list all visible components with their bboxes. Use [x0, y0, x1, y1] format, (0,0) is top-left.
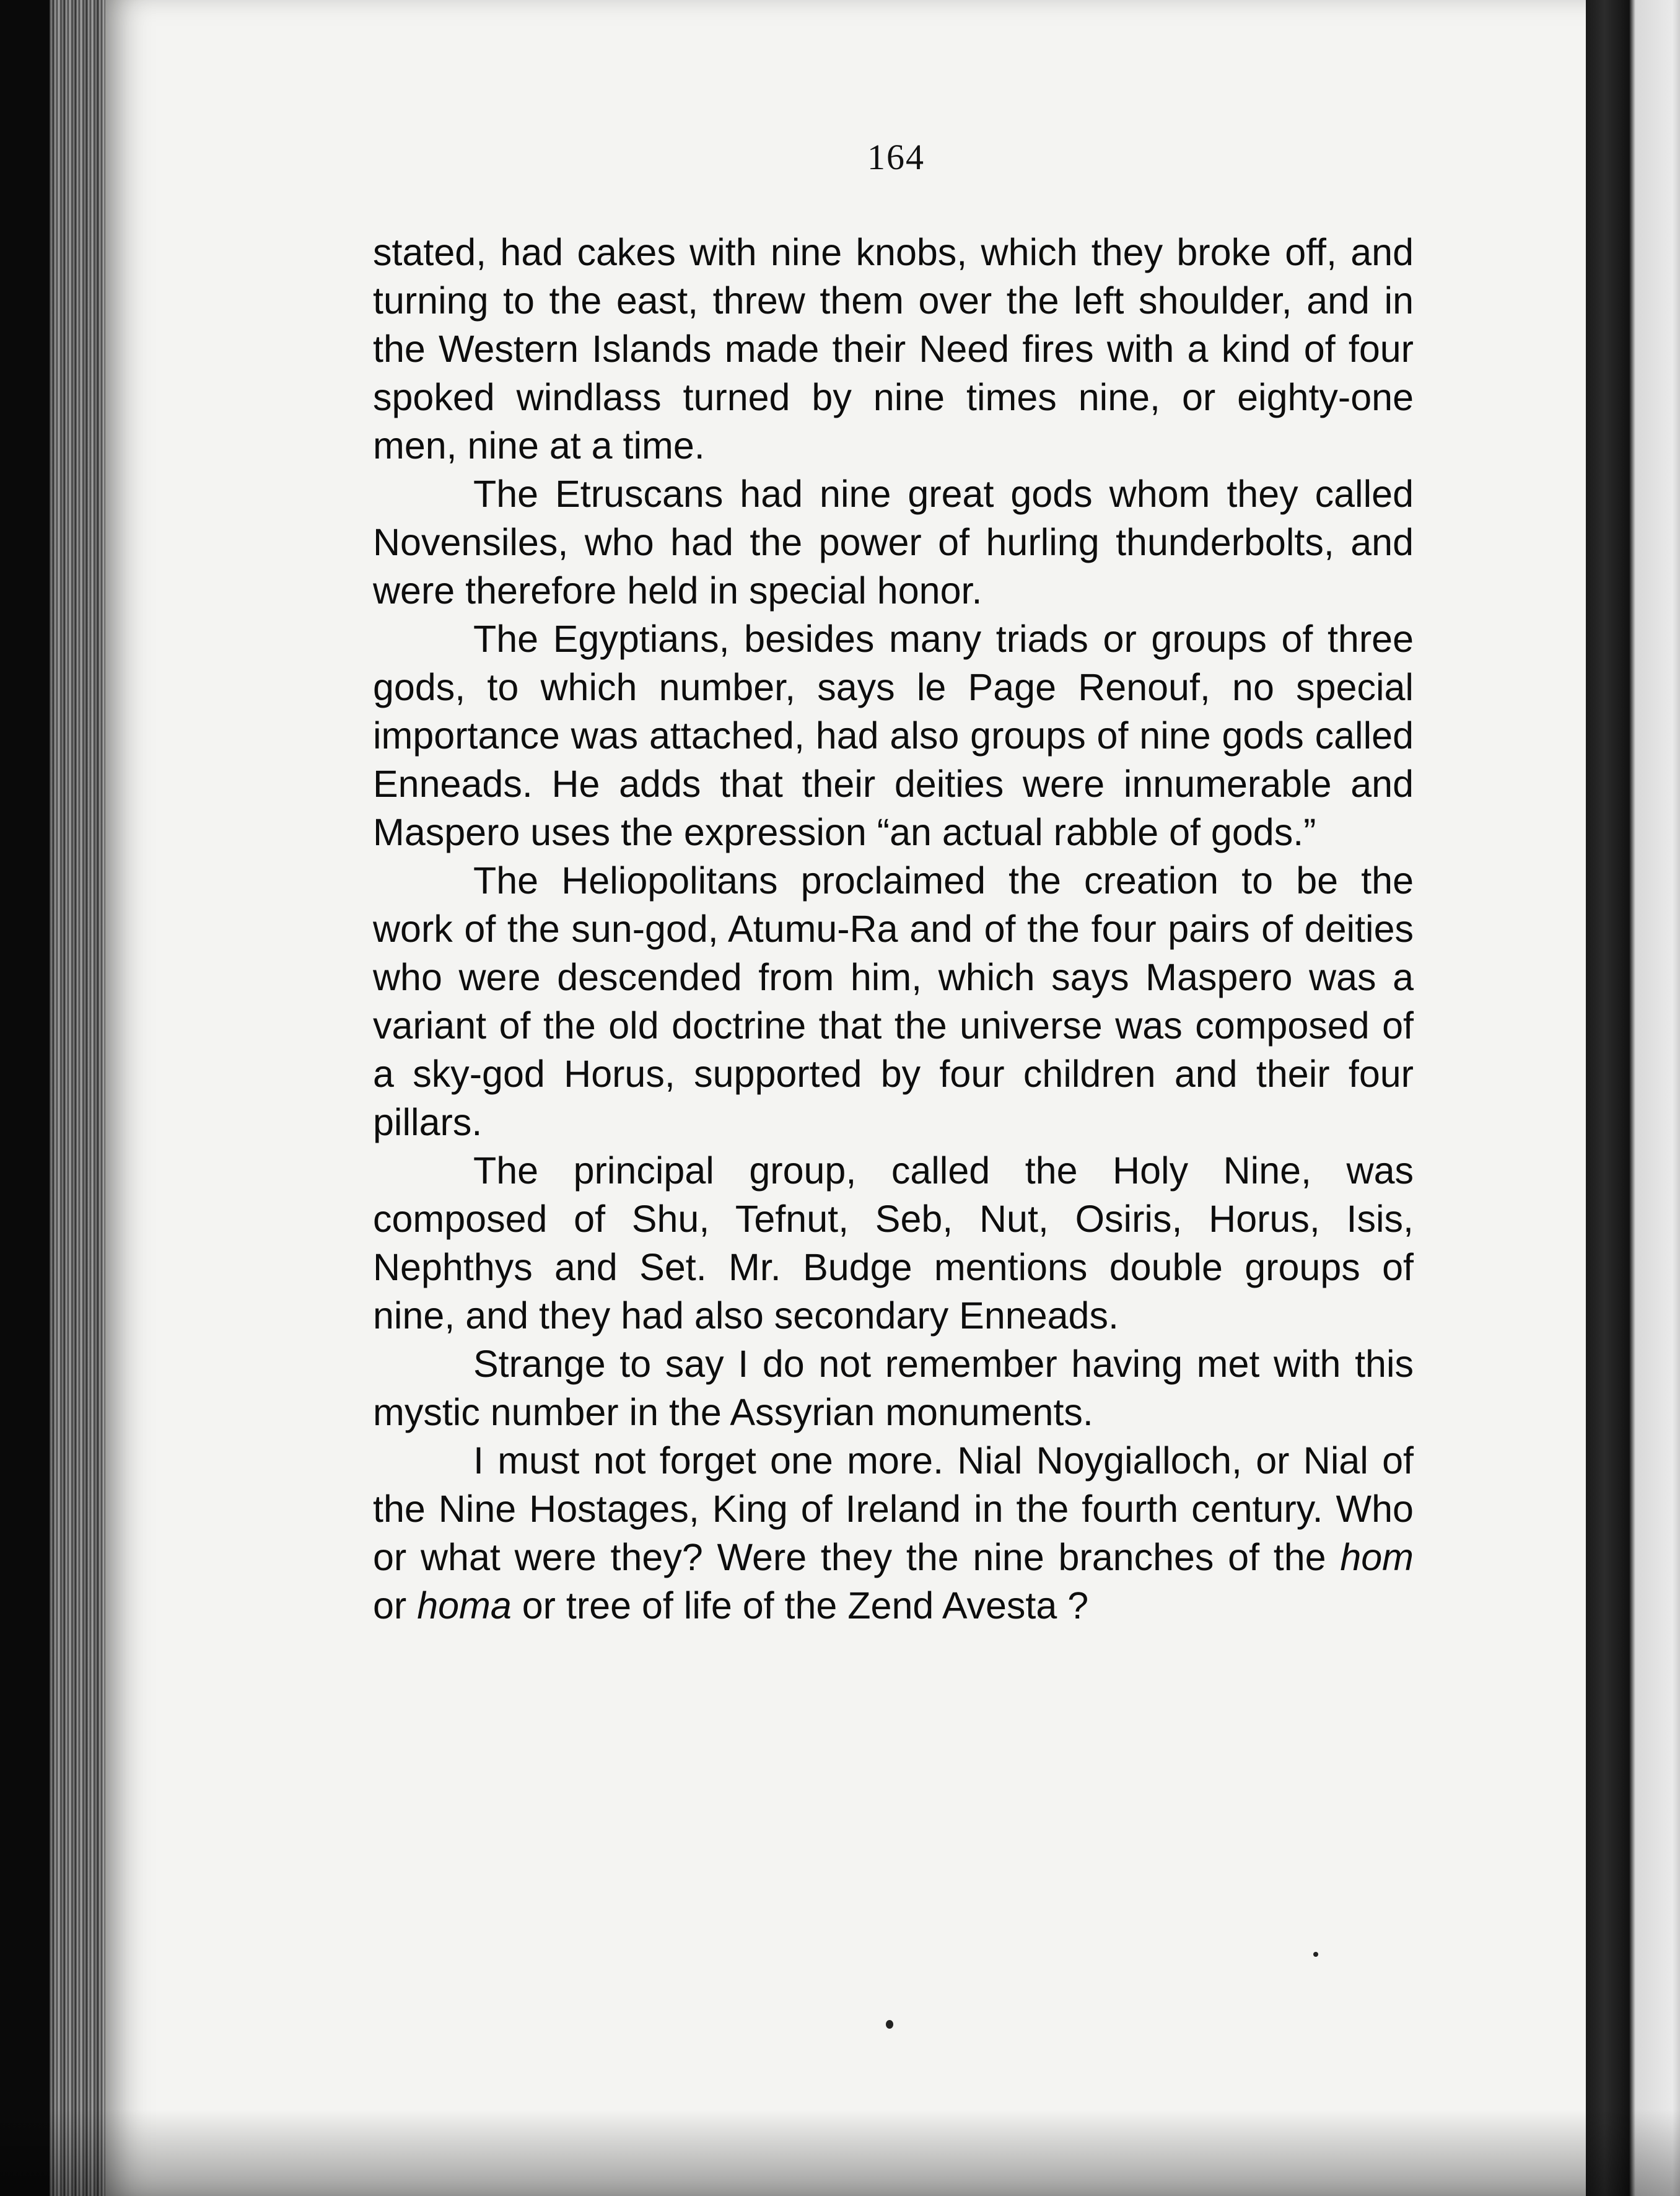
term-homa: homa: [417, 1584, 512, 1627]
page-number: 164: [867, 137, 925, 177]
paragraph-6: Strange to say I do not remember having met with this mystic number in the Assyrian monuments.: [373, 1343, 1414, 1433]
paragraph-7-or: or: [373, 1584, 418, 1627]
paragraph-4: The Heliopolitans proclaimed the creation to be the work of the sun-god, Atumu-Ra and of the four pairs of deities who were descended from him, which says Maspero was a variant of the old doctrine that the universe was composed of a sky-god Horus, supported by four children and their four pillars.: [373, 859, 1414, 1143]
body-text: [373, 228, 1414, 1630]
paragraph-7-start: I must not forget one more. Nial Noygialloch, or Nial of the Nine Hostages, King of Ireland in the fourth century. Who or what were they? Were they the nine branches of the: [373, 1439, 1414, 1578]
ink-speck: [886, 2020, 893, 2029]
paragraph-7-end: or tree of life of the Zend Avesta ?: [511, 1584, 1089, 1627]
paragraph-2: The Etruscans had nine great gods whom they called Novensiles, who had the power of hurling thunderbolts, and were therefore held in special honor.: [373, 473, 1414, 612]
paragraph-7: [373, 1436, 1414, 1630]
paragraph-1: stated, had cakes with nine knobs, which they broke off, and turning to the east, threw them over the left shoulder, and in the Western Islands made their Need fires with a kind of four spoked windlass turned by nine times nine, or eighty-one men, nine at a time.: [373, 231, 1414, 467]
right-page-edge: [1586, 0, 1680, 2196]
bottom-shadow: [0, 2109, 1680, 2196]
ink-speck: [1313, 1952, 1318, 1957]
paragraph-3: The Egyptians, besides many triads or groups of three gods, to which number, says le Page Renouf, no special importance was attached, had also groups of nine gods called Enneads. He adds that their deities were innumerable and Maspero uses the expression “an actual rabble of gods.”: [373, 618, 1414, 853]
term-hom: hom: [1340, 1536, 1414, 1578]
paragraph-5: The principal group, called the Holy Nine, was composed of Shu, Tefnut, Seb, Nut, Osiris, Horus, Isis, Nephthys and Set. Mr. Budge mentions double groups of nine, and they had also secondary Enneads.: [373, 1149, 1414, 1337]
